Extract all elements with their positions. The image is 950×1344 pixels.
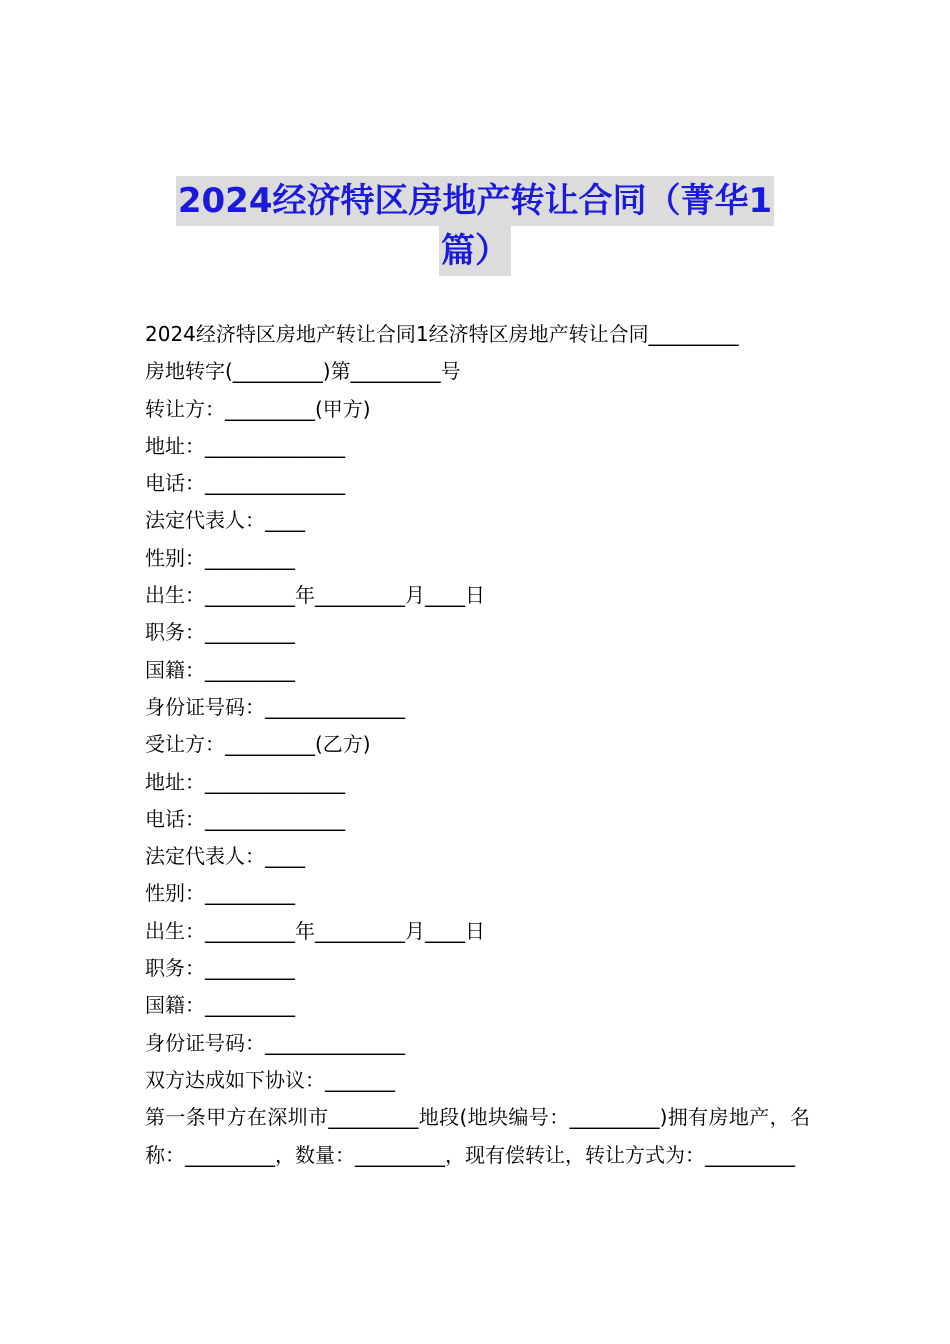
paragraph-transferor-nationality: 国籍：_________ xyxy=(145,657,295,682)
paragraph-transferee-birth: 出生：_________年_________月____日 xyxy=(145,918,485,943)
paragraph-transferee-address: 地址：______________ xyxy=(145,769,345,794)
paragraph-document-number: 房地转字(_________)第_________号 xyxy=(145,359,461,384)
paragraph-transferee-position: 职务：_________ xyxy=(145,956,295,981)
paragraph-transferor-birth: 出生：_________年_________月____日 xyxy=(145,583,485,608)
paragraph-transferor-address: 地址：______________ xyxy=(145,433,345,458)
paragraph-agreement: 双方达成如下协议：_______ xyxy=(145,1067,395,1092)
paragraph-transferee: 受让方：_________(乙方) xyxy=(145,732,371,757)
paragraph-article-1: 第一条甲方在深圳市_________地段(地块编号：_________)拥有房地产，名称：_________，数量：_________，现有偿转让，转让方式为：_________ xyxy=(145,1105,810,1167)
paragraph-intro: 2024经济特区房地产转让合同1经济特区房地产转让合同_________ xyxy=(145,322,739,346)
title-line-2: 篇） xyxy=(439,226,511,276)
document-title xyxy=(0,176,950,276)
paragraph-transferor-legal-rep: 法定代表人：____ xyxy=(145,508,305,533)
paragraph-transferee-nationality: 国籍：_________ xyxy=(145,993,295,1018)
paragraph-transferee-legal-rep: 法定代表人：____ xyxy=(145,844,305,869)
paragraph-transferor: 转让方：_________(甲方) xyxy=(145,396,371,421)
paragraph-transferor-gender: 性别：_________ xyxy=(145,545,295,570)
paragraph-transferee-id: 身份证号码：______________ xyxy=(145,1030,405,1055)
paragraph-transferor-id: 身份证号码：______________ xyxy=(145,694,405,719)
paragraph-transferee-phone: 电话：______________ xyxy=(145,806,345,831)
paragraph-transferee-gender: 性别：_________ xyxy=(145,881,295,906)
title-line-1: 2024经济特区房地产转让合同（菁华1 xyxy=(176,176,774,226)
paragraph-transferor-phone: 电话：______________ xyxy=(145,471,345,496)
paragraph-transferor-position: 职务：_________ xyxy=(145,620,295,645)
document-body xyxy=(145,316,810,1174)
